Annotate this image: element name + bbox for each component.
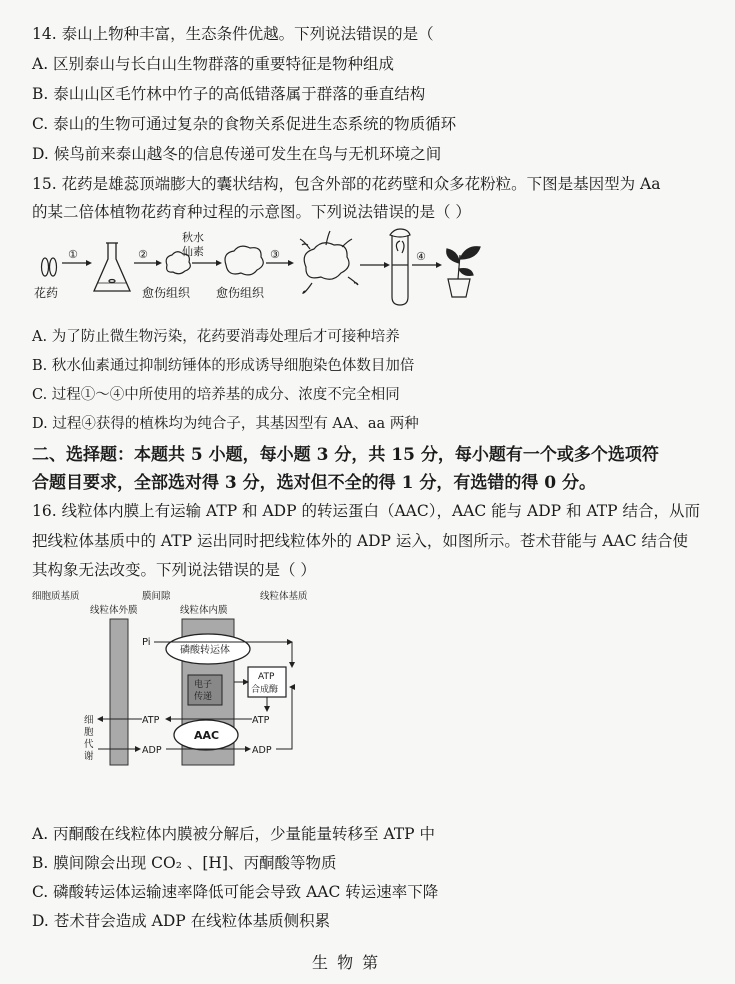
q15-option-b: B. 秋水仙素通过抑制纺锤体的形成诱导细胞染色体数目加倍 <box>32 358 415 374</box>
q15-option-a: A. 为了防止微生物污染，花药要消毒处理后才可接种培养 <box>32 329 400 345</box>
callus-label-2: 愈伤组织 <box>216 286 265 300</box>
step-3-label: ③ <box>270 248 280 261</box>
colchicine-label-2: 仙素 <box>182 245 204 258</box>
flask-icon <box>94 243 130 291</box>
atp-synthase-label-2: 合成酶 <box>251 685 279 695</box>
q16-option-b: B. 膜间隙会出现 CO₂ 、[H]、丙酮酸等物质 <box>32 854 337 872</box>
atp-label-left: ATP <box>142 715 160 726</box>
metabolism-char-4: 谢 <box>84 751 94 762</box>
mitochondria-diagram <box>30 585 330 770</box>
colchicine-label-1: 秋水 <box>182 231 204 244</box>
q15-option-d: D. 过程④获得的植株均为纯合子，其基因型有 AA、aa 两种 <box>32 416 419 432</box>
atp-label-right: ATP <box>252 715 270 726</box>
metabolism-char-2: 胞 <box>84 727 94 738</box>
q16-option-d: D. 苍术苷会造成 ADP 在线粒体基质侧积累 <box>32 912 331 930</box>
q16-option-a: A. 丙酮酸在线粒体内膜被分解后，少量能量转移至 ATP 中 <box>32 825 436 843</box>
q16-stem-line3: 其构象无法改变。下列说法错误的是（ ） <box>32 561 316 579</box>
q15-option-c: C. 过程①～④中所使用的培养基的成分、浓度不完全相同 <box>32 387 400 403</box>
q14-option-a: A. 区别泰山与长白山生物群落的重要特征是物种组成 <box>32 55 395 73</box>
outer-membrane <box>110 619 128 765</box>
label-cytoplasm: 细胞质基质 <box>32 591 80 602</box>
adp-label-right: ADP <box>252 745 272 756</box>
label-outer-membrane: 线粒体外膜 <box>90 605 138 616</box>
anther-label: 花药 <box>34 286 59 300</box>
adp-label-left: ADP <box>142 745 162 756</box>
phosphate-transporter-label: 磷酸转运体 <box>180 645 230 656</box>
callus-large-icon <box>225 246 263 275</box>
step-2-label: ② <box>138 248 148 261</box>
q16-stem-line2: 把线粒体基质中的 ATP 运出同时把线粒体外的 ADP 运入，如图所示。苍术苷能与 AAC 结合使 <box>32 532 688 550</box>
step-4-label: ④ <box>416 250 426 263</box>
q14-option-c: C. 泰山的生物可通过复杂的食物关系促进生态系统的物质循环 <box>32 115 457 133</box>
q15-stem-line1: 15. 花药是雄蕊顶端膨大的囊状结构，包含外部的花药壁和众多花粉粒。下图是基因型为 Aa <box>32 175 661 193</box>
label-matrix: 线粒体基质 <box>260 591 308 602</box>
potted-plant-icon <box>447 247 480 297</box>
pi-label: Pi <box>142 637 151 648</box>
atp-synthase-label-1: ATP <box>258 672 275 682</box>
electron-label-1: 电子 <box>194 680 213 690</box>
electron-label-2: 传递 <box>194 692 213 702</box>
callus-label-1: 愈伤组织 <box>142 286 191 300</box>
anther-culture-diagram <box>30 225 490 310</box>
anther-icon <box>42 258 57 276</box>
aac-label: AAC <box>194 729 220 742</box>
q15-stem-line2: 的某二倍体植物花药育种过程的示意图。下列说法错误的是（ ） <box>32 203 471 221</box>
section2-line1: 二、选择题：本题共 5 小题，每小题 3 分，共 15 分，每小题有一个或多个选项符 <box>32 445 659 465</box>
q14-option-d: D. 候鸟前来泰山越冬的信息传递可发生在鸟与无机环境之间 <box>32 145 442 163</box>
metabolism-char-1: 细 <box>84 715 94 726</box>
label-intermembrane: 膜间隙 <box>142 591 171 602</box>
test-tube-icon <box>390 229 410 305</box>
label-inner-membrane: 线粒体内膜 <box>180 605 228 616</box>
q14-stem: 14. 泰山上物种丰富，生态条件优越。下列说法错误的是（ <box>32 25 434 43</box>
q14-option-b: B. 泰山山区毛竹林中竹子的高低错落属于群落的垂直结构 <box>32 85 426 103</box>
section2-line2: 合题目要求，全部选对得 3 分，选对但不全的得 1 分，有选错的得 0 分。 <box>32 473 596 493</box>
callus-shoots-icon <box>300 231 358 294</box>
page-footer: 生 物 第 <box>312 953 381 972</box>
q16-stem-line1: 16. 线粒体内膜上有运输 ATP 和 ADP 的转运蛋白（AAC），AAC 能与 ADP 和 ATP 结合，从而 <box>32 502 700 520</box>
q16-option-c: C. 磷酸转运体运输速率降低可能会导致 AAC 转运速率下降 <box>32 883 439 901</box>
step-1-label: ① <box>68 248 78 261</box>
metabolism-char-3: 代 <box>84 739 94 750</box>
